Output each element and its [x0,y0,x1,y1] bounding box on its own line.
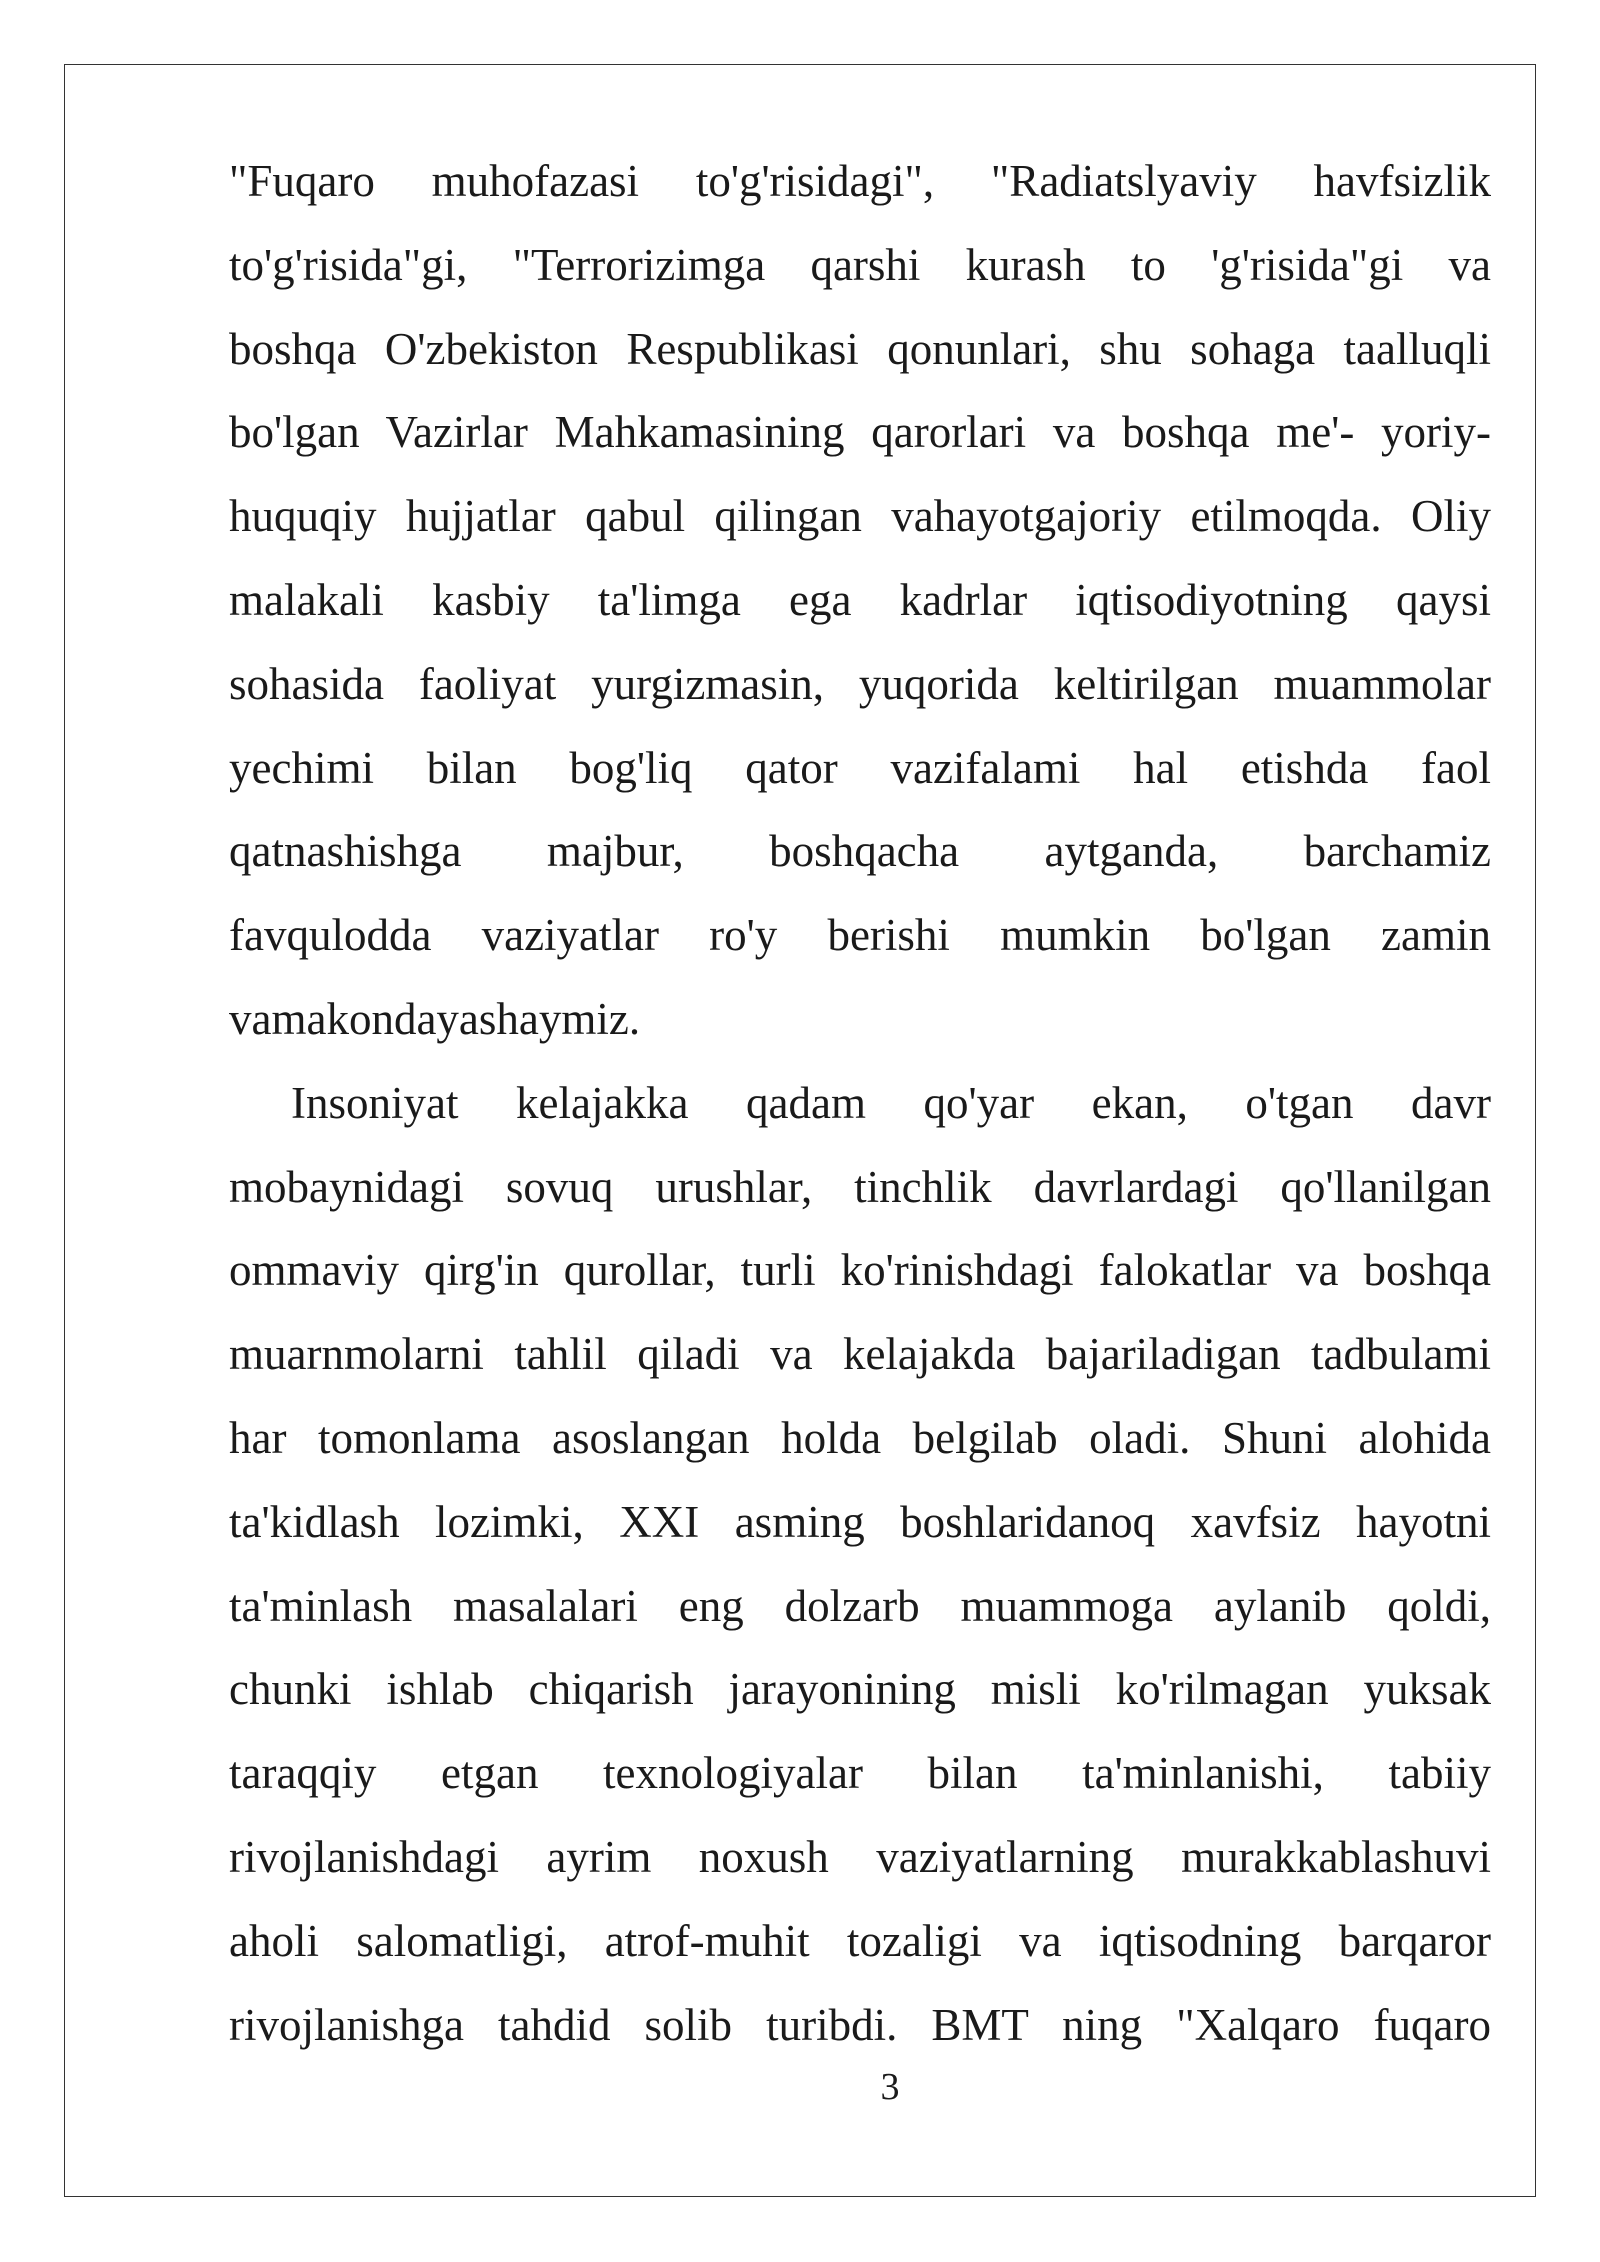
text-line: boshqa O'zbekiston Respublikasi qonunlari, shu sohaga taalluqli [229,323,1491,374]
paragraph-1 [229,140,1491,1062]
text-line: aholi salomatligi, atrof-muhit tozaligi va iqtisodning barqaror [229,1915,1491,1966]
text-line: vamakondayashaymiz. [229,993,641,1044]
text-line: chunki ishlab chiqarish jarayonining misli ko'rilmagan yuksak [229,1664,1491,1715]
page-number: 3 [880,2066,900,2108]
text-line: Insoniyat kelajakka qadam qo'yar ekan, o'tgan davr [291,1077,1491,1128]
text-line: bo'lgan Vazirlar Mahkamasining qarorlari va boshqa me'- yoriy- [229,407,1491,458]
text-line: huquqiy hujjatlar qabul qilingan vahayotgajoriy etilmoqda. Oliy [229,491,1491,542]
text-line: ta'minlash masalalari eng dolzarb muammoga aylanib qoldi, [229,1580,1491,1631]
text-line: rivojlanishdagi ayrim noxush vaziyatlarning murakkablashuvi [229,1831,1491,1882]
text-line: ta'kidlash lozimki, XXI asming boshlaridanoq xavfsiz hayotni [229,1496,1491,1547]
text-line: mobaynidagi sovuq urushlar, tinchlik davrlardagi qo'llanilgan [229,1161,1491,1212]
text-line: muarnmolarni tahlil qiladi va kelajakda bajariladigan tadbulami [229,1329,1491,1380]
text-line: to'g'risida"gi, "Terrorizimga qarshi kurash to 'g'risida"gi va [229,239,1491,290]
text-line: har tomonlama asoslangan holda belgilab oladi. Shuni alohida [229,1412,1491,1463]
text-line: favqulodda vaziyatlar ro'y berishi mumkin bo'lgan zamin [229,910,1491,961]
text-line: yechimi bilan bog'liq qator vazifalami hal etishda faol [229,742,1491,793]
text-line: rivojlanishga tahdid solib turibdi. BMT ning "Xalqaro fuqaro [229,1999,1491,2050]
text-line: ommaviy qirg'in qurollar, turli ko'rinishdagi falokatlar va boshqa [229,1245,1491,1296]
text-line: taraqqiy etgan texnologiyalar bilan ta'minlanishi, tabiiy [229,1748,1491,1799]
paragraph-2 [229,1062,1491,2068]
text-line: sohasida faoliyat yurgizmasin, yuqorida keltirilgan muammolar [229,658,1491,709]
document-body [229,140,1491,2067]
text-line: qatnashishga majbur, boshqacha aytganda, barchamiz [229,826,1491,877]
text-line: "Fuqaro muhofazasi to'g'risidagi", "Radiatslyaviy havfsizlik [229,156,1491,206]
text-line: malakali kasbiy ta'limga ega kadrlar iqtisodiyotning qaysi [229,574,1491,625]
